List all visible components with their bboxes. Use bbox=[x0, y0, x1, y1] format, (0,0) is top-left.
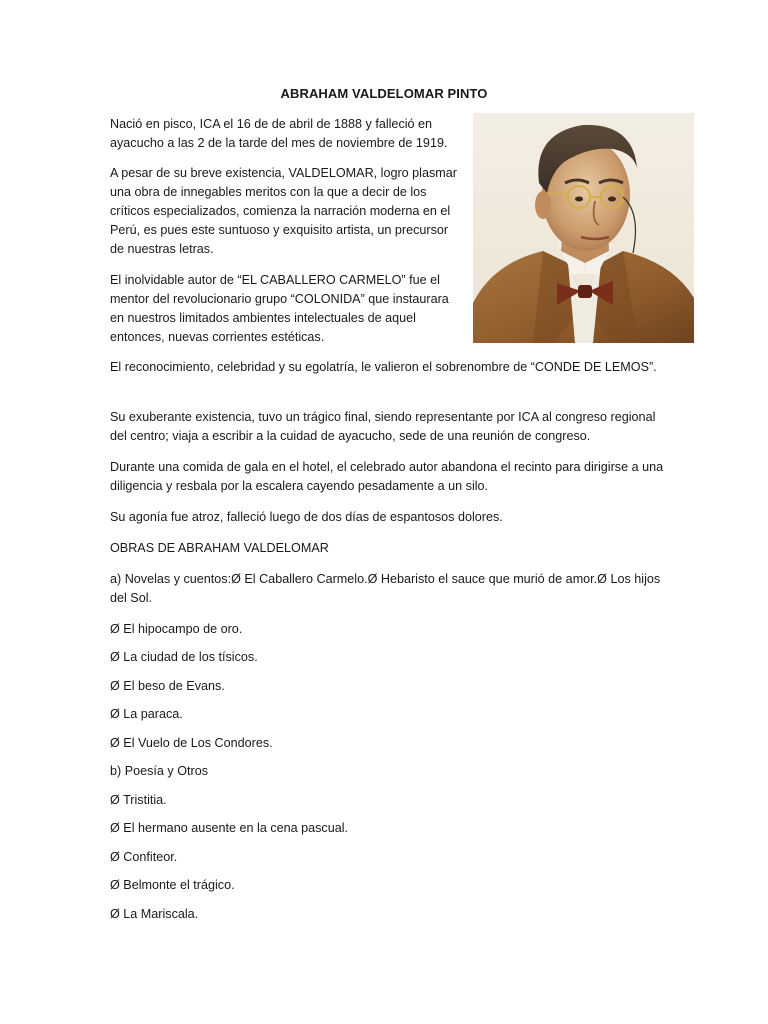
paragraph-existence: A pesar de su breve existencia, VALDELOMAR, logro plasmar una obra de innegables meritos con la que a decir de los críticos especializados, comienza la narración moderna en el Perú, es pues este suntuoso y exquisito artista, un precursor de nuestras letras. bbox=[110, 166, 457, 256]
novel-item: Ø El beso de Evans. bbox=[110, 679, 225, 693]
author-portrait-image bbox=[473, 113, 694, 343]
poetry-item: Ø Confiteor. bbox=[110, 850, 178, 864]
novel-item: Ø La ciudad de los tísicos. bbox=[110, 650, 258, 664]
document-title: ABRAHAM VALDELOMAR PINTO bbox=[280, 86, 488, 101]
poetry-item: Ø La Mariscala. bbox=[110, 907, 199, 921]
paragraph-caballero-carmelo: El inolvidable autor de “EL CABALLERO CARMELO” fue el mentor del revolucionario grupo “COLONIDA” que instaurara en nuestros limitados ambientes intelectuales de aquel entonces, nuevas corrientes estéticas. bbox=[110, 273, 449, 344]
poetry-item: Ø Belmonte el trágico. bbox=[110, 878, 235, 892]
poetry-heading: b) Poesía y Otros bbox=[110, 764, 208, 778]
poetry-item: Ø Tristitia. bbox=[110, 793, 167, 807]
paragraph-gala: Durante una comida de gala en el hotel, el celebrado autor abandona el recinto para dirigirse a una diligencia y resbala por la escalera cayendo pesadamente a un silo. bbox=[110, 460, 664, 493]
novel-item: Ø El Vuelo de Los Condores. bbox=[110, 736, 273, 750]
paragraph-tragic-end: Su exuberante existencia, tuvo un trágico final, siendo representante por ICA al congreso regional del centro; viaja a escribir a la cuidad de ayacucho, sede de una reunión de congreso. bbox=[110, 410, 656, 443]
paragraph-birth: Nació en pisco, ICA el 16 de de abril de 1888 y falleció en ayacucho a las 2 de la tarde del mes de noviembre de 1919. bbox=[110, 117, 448, 150]
novel-item: Ø El hipocampo de oro. bbox=[110, 622, 243, 636]
paragraph-recognition: El reconocimiento, celebridad y su egolatría, le valieron el sobrenombre de “CONDE DE LEMOS”. bbox=[110, 360, 657, 374]
novels-line: a) Novelas y cuentos:Ø El Caballero Carmelo.Ø Hebaristo el sauce que murió de amor.Ø Los hijos del Sol. bbox=[110, 572, 661, 605]
works-heading: OBRAS DE ABRAHAM VALDELOMAR bbox=[110, 541, 329, 555]
novel-item: Ø La paraca. bbox=[110, 707, 183, 721]
poetry-item: Ø El hermano ausente en la cena pascual. bbox=[110, 821, 349, 835]
paragraph-agony: Su agonía fue atroz, falleció luego de dos días de espantosos dolores. bbox=[110, 510, 503, 524]
